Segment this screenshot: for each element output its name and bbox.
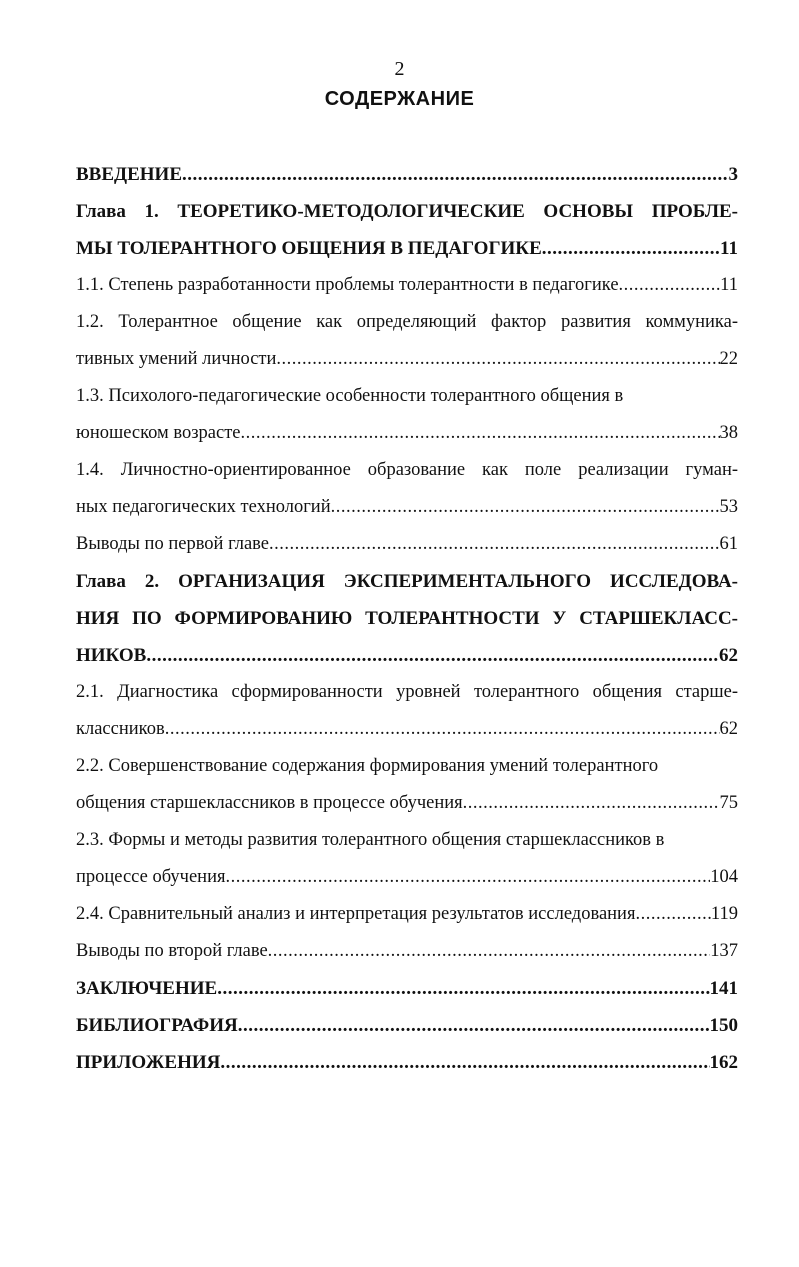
- toc-entry-text: юношеском возрасте: [76, 423, 241, 443]
- toc-leader: [276, 341, 719, 378]
- toc-chapter2-line2: НИЯ ПО ФОРМИРОВАНИЮ ТОЛЕРАНТНОСТИ У СТАРШЕКЛАСС-: [76, 608, 738, 629]
- toc-leader: [182, 156, 729, 193]
- toc-entry-2-1: [76, 711, 738, 748]
- toc-leader: [268, 933, 711, 970]
- toc-entry-text: ПРИЛОЖЕНИЯ: [76, 1052, 221, 1073]
- toc-entry-text: ных педагогических технологий: [76, 497, 331, 517]
- toc-entry-bibliography: [76, 1007, 738, 1044]
- toc-entry-text: НИКОВ: [76, 645, 147, 666]
- toc-page-number: 11: [720, 275, 738, 295]
- toc-entry-1-1: [76, 267, 738, 304]
- toc-leader: [241, 415, 720, 452]
- page-number: 2: [394, 58, 405, 80]
- toc-page-number: 150: [709, 1015, 738, 1036]
- toc-entry-appendices: [76, 1044, 738, 1081]
- toc-leader: [217, 970, 709, 1007]
- toc-leader: [619, 267, 721, 304]
- toc-chapter1-line1: Глава 1. ТЕОРЕТИКО-МЕТОДОЛОГИЧЕСКИЕ ОСНОВЫ ПРОБЛЕ-: [76, 201, 738, 222]
- toc-page-number: 61: [719, 534, 738, 554]
- toc-1-2-line1: 1.2. Толерантное общение как определяющий фактор развития коммуника-: [76, 312, 738, 332]
- toc-entry-chapter1: [76, 230, 738, 267]
- toc-entry-text: ВВЕДЕНИЕ: [76, 164, 182, 185]
- toc-page-number: 137: [710, 941, 738, 961]
- toc-chapter2-line1: Глава 2. ОРГАНИЗАЦИЯ ЭКСПЕРИМЕНТАЛЬНОГО ИССЛЕДОВА-: [76, 571, 738, 592]
- toc-entry-2-2: [76, 785, 738, 822]
- toc-entry-text: ЗАКЛЮЧЕНИЕ: [76, 978, 218, 999]
- toc-entry-text: БИБЛИОГРАФИЯ: [76, 1015, 238, 1036]
- toc-leader: [146, 637, 719, 674]
- toc-page-number: 141: [709, 978, 738, 999]
- toc-leader: [238, 1007, 710, 1044]
- toc-entry-text: общения старшеклассников в процессе обучения: [76, 793, 463, 813]
- toc-entry-2-4: [76, 896, 738, 933]
- toc-leader: [226, 859, 711, 896]
- toc-leader: [269, 526, 719, 563]
- toc-entry-text: МЫ ТОЛЕРАНТНОГО ОБЩЕНИЯ В ПЕДАГОГИКЕ: [76, 238, 542, 259]
- toc-leader: [542, 230, 720, 267]
- toc-entry-chapter2: [76, 637, 738, 674]
- toc-leader: [635, 896, 710, 933]
- toc-page-number: 162: [709, 1052, 738, 1073]
- toc-entry-1-4: [76, 489, 738, 526]
- toc-2-3-line1: 2.3. Формы и методы развития толерантного общения старшеклассников в: [76, 830, 665, 850]
- toc-entry-1-3: [76, 415, 738, 452]
- toc-page-number: 119: [710, 904, 738, 924]
- toc-leader: [165, 711, 720, 748]
- toc-entry-2-3: [76, 859, 738, 896]
- toc-leader: [220, 1044, 709, 1081]
- toc-page-number: 62: [719, 645, 738, 666]
- toc-page-number: 38: [719, 423, 738, 443]
- toc-entry-conclusion: [76, 970, 738, 1007]
- toc-entry-1-2: [76, 341, 738, 378]
- toc-entry-text: Выводы по первой главе: [76, 534, 270, 554]
- toc-entry-text: процессе обучения: [76, 867, 226, 887]
- toc-entry-text: 1.1. Степень разработанности проблемы толерантности в педагогике: [76, 275, 619, 295]
- toc-page-number: 11: [720, 238, 738, 259]
- toc-2-2-line1: 2.2. Совершенствование содержания формирования умений толерантного: [76, 756, 659, 776]
- toc-entry-text: 2.4. Сравнительный анализ и интерпретация результатов исследования: [76, 904, 636, 924]
- toc-entry-chapter2-conclusions: [76, 933, 738, 970]
- toc-page-number: 62: [719, 719, 738, 739]
- page-title: СОДЕРЖАНИЕ: [324, 88, 475, 110]
- toc-page-number: 22: [719, 349, 738, 369]
- toc-leader: [463, 785, 720, 822]
- toc-entry-chapter1-conclusions: [76, 526, 738, 563]
- table-of-contents: [76, 156, 738, 1081]
- toc-page-number: 3: [728, 164, 738, 185]
- toc-page-number: 75: [719, 793, 738, 813]
- toc-1-4-line1: 1.4. Личностно-ориентированное образование как поле реализации гуман-: [76, 460, 738, 480]
- toc-page-number: 53: [719, 497, 738, 517]
- toc-leader: [331, 489, 720, 526]
- toc-page-number: 104: [710, 867, 738, 887]
- toc-2-1-line1: 2.1. Диагностика сформированности уровней толерантного общения старше-: [76, 682, 738, 702]
- toc-entry-text: Выводы по второй главе: [76, 941, 268, 961]
- toc-entry-intro: [76, 156, 738, 193]
- toc-entry-text: классников: [76, 719, 165, 739]
- toc-1-3-line1: 1.3. Психолого-педагогические особенности толерантного общения в: [76, 386, 624, 406]
- toc-entry-text: тивных умений личности: [76, 349, 277, 369]
